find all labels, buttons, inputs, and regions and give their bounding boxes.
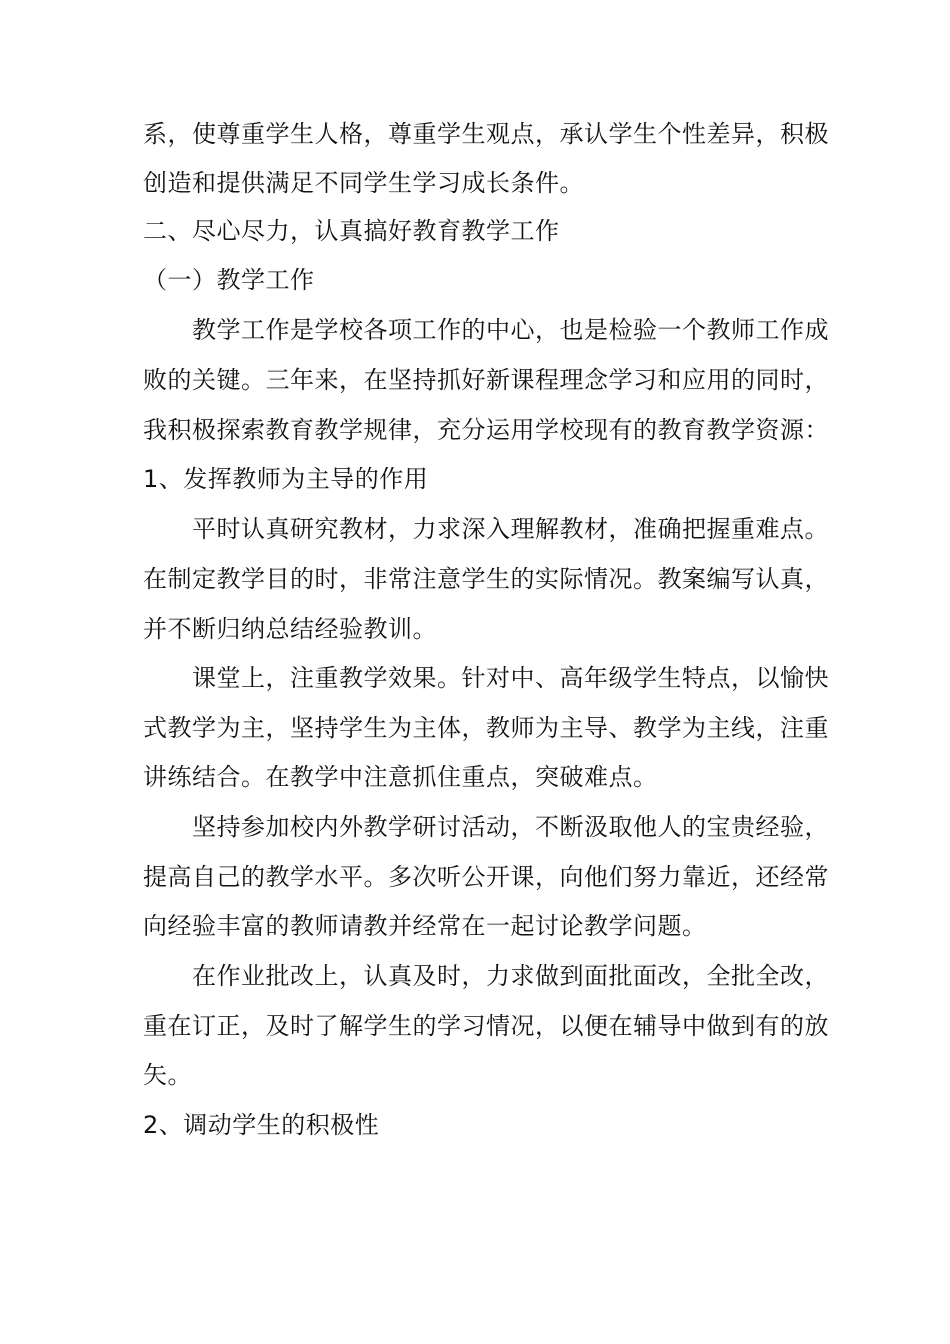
paragraph-line: 我积极探索教育教学规律，充分运用学校现有的教育教学资源： <box>143 416 829 444</box>
paragraph-line: 提高自己的教学水平。多次听公开课，向他们努力靠近，还经常 <box>143 863 829 891</box>
list-heading: 2、调动学生的积极性 <box>143 1111 380 1139</box>
paragraph-line: 矢。 <box>143 1061 192 1089</box>
paragraph-line: 在制定教学目的时，非常注意学生的实际情况。教案编写认真， <box>143 565 829 593</box>
paragraph-line: 重在订正，及时了解学生的学习情况，以便在辅导中做到有的放 <box>143 1012 829 1040</box>
paragraph-line: 并不断归纳总结经验教训。 <box>143 615 437 643</box>
list-heading: 1、发挥教师为主导的作用 <box>143 465 429 493</box>
paragraph-line: 败的关键。三年来，在坚持抓好新课程理念学习和应用的同时， <box>143 366 829 394</box>
subsection-heading: （一）教学工作 <box>143 266 315 294</box>
paragraph-line: 平时认真研究教材，力求深入理解教材，准确把握重难点。 <box>192 515 829 543</box>
paragraph-line: 式教学为主，坚持学生为主体，教师为主导、教学为主线，注重 <box>143 714 829 742</box>
paragraph-line: 向经验丰富的教师请教并经常在一起讨论教学问题。 <box>143 912 707 940</box>
paragraph-line: 在作业批改上，认真及时，力求做到面批面改，全批全改， <box>192 962 829 990</box>
paragraph-line: 教学工作是学校各项工作的中心，也是检验一个教师工作成 <box>192 316 829 344</box>
paragraph-line: 坚持参加校内外教学研讨活动，不断汲取他人的宝贵经验， <box>192 813 829 841</box>
paragraph-line: 讲练结合。在教学中注意抓住重点，突破难点。 <box>143 763 658 791</box>
paragraph-line: 课堂上，注重教学效果。针对中、高年级学生特点，以愉快 <box>192 664 829 692</box>
paragraph-line: 系，使尊重学生人格，尊重学生观点，承认学生个性差异，积极 <box>143 120 829 148</box>
paragraph-line: 创造和提供满足不同学生学习成长条件。 <box>143 169 584 197</box>
section-heading: 二、尽心尽力，认真搞好教育教学工作 <box>143 217 560 245</box>
